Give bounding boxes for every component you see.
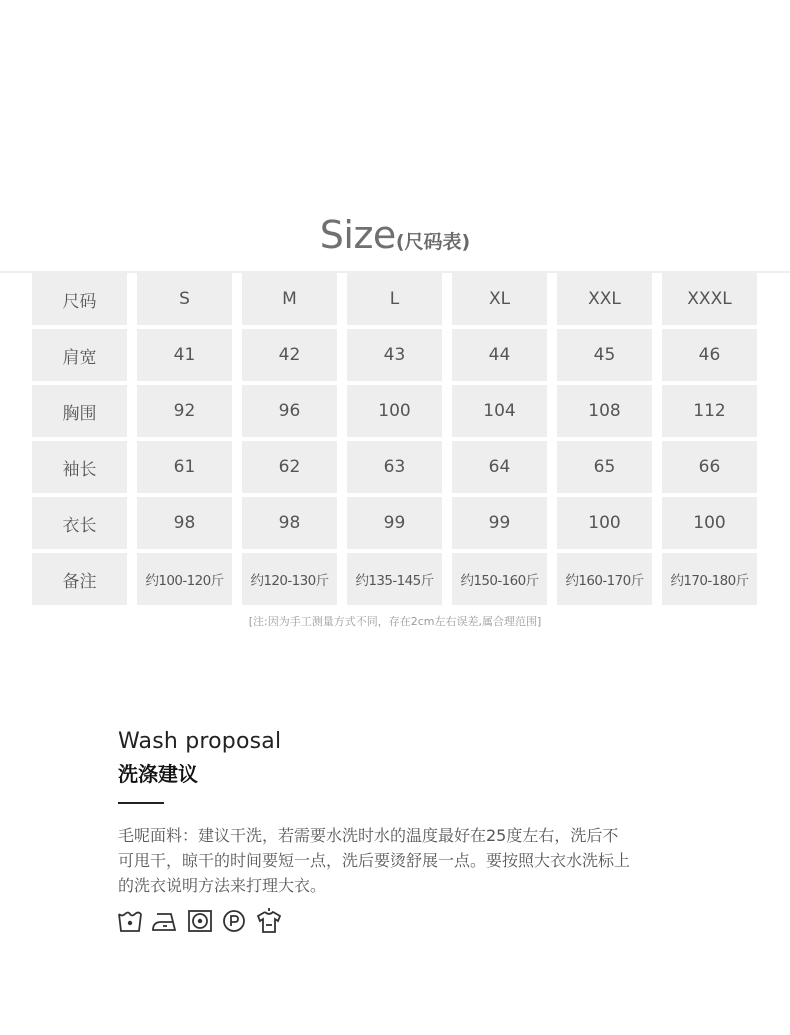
tumble-dry-icon: [187, 908, 213, 934]
table-cell: 45: [557, 329, 652, 381]
wash-line: 的洗衣说明方法来打理大衣。: [118, 876, 327, 895]
table-cell: 100: [557, 497, 652, 549]
size-title-main: Size: [319, 213, 396, 257]
table-cell: XL: [452, 273, 547, 325]
wash-line: 毛呢面料：建议干洗，若需要水洗时水的温度最好在25度左右，洗后不: [118, 826, 619, 845]
table-cell: 袖长: [32, 441, 127, 493]
wash-divider: [118, 802, 164, 804]
table-cell: 108: [557, 385, 652, 437]
table-cell: 62: [242, 441, 337, 493]
table-cell: 92: [137, 385, 232, 437]
table-cell: L: [347, 273, 442, 325]
wash-title-cn: 洗涤建议: [118, 762, 198, 786]
table-cell: M: [242, 273, 337, 325]
table-cell: 112: [662, 385, 757, 437]
size-chart-title: [0, 213, 790, 257]
table-cell: 约100-120斤: [137, 553, 232, 605]
table-cell: 胸围: [32, 385, 127, 437]
table-cell: XXXL: [662, 273, 757, 325]
table-cell: S: [137, 273, 232, 325]
iron-icon: [151, 908, 179, 934]
table-cell: 43: [347, 329, 442, 381]
table-cell: 63: [347, 441, 442, 493]
hang-dry-shirt-icon: [255, 907, 283, 935]
table-cell: 41: [137, 329, 232, 381]
table-cell: XXL: [557, 273, 652, 325]
wash-line: 可甩干，晾干的时间要短一点，洗后要烫舒展一点。要按照大衣水洗标上: [118, 851, 631, 870]
care-icons: [117, 907, 283, 935]
table-cell: 65: [557, 441, 652, 493]
table-cell: 约170-180斤: [662, 553, 757, 605]
table-cell: 64: [452, 441, 547, 493]
wash-title-en: Wash proposal: [118, 729, 282, 754]
table-cell: 99: [347, 497, 442, 549]
table-cell: 100: [662, 497, 757, 549]
table-cell: 61: [137, 441, 232, 493]
table-cell: 肩宽: [32, 329, 127, 381]
size-title-sub: (尺码表): [395, 231, 471, 253]
table-cell: 42: [242, 329, 337, 381]
table-cell: 约160-170斤: [557, 553, 652, 605]
table-cell: 98: [242, 497, 337, 549]
table-cell: 104: [452, 385, 547, 437]
dry-clean-p-icon: [221, 908, 247, 934]
table-cell: 备注: [32, 553, 127, 605]
table-cell: 100: [347, 385, 442, 437]
table-cell: 96: [242, 385, 337, 437]
table-cell: 约120-130斤: [242, 553, 337, 605]
table-cell: 衣长: [32, 497, 127, 549]
table-cell: 66: [662, 441, 757, 493]
wash-instructions: [118, 823, 698, 898]
table-cell: 约135-145斤: [347, 553, 442, 605]
table-cell: 46: [662, 329, 757, 381]
table-cell: 44: [452, 329, 547, 381]
measurement-footnote: [注:因为手工测量方式不同，存在2cm左右误差,属合理范围]: [248, 615, 542, 628]
table-cell: 99: [452, 497, 547, 549]
size-table: [32, 273, 757, 605]
table-cell: 尺码: [32, 273, 127, 325]
table-cell: 98: [137, 497, 232, 549]
table-cell: 约150-160斤: [452, 553, 547, 605]
hand-wash-icon: [117, 908, 143, 934]
